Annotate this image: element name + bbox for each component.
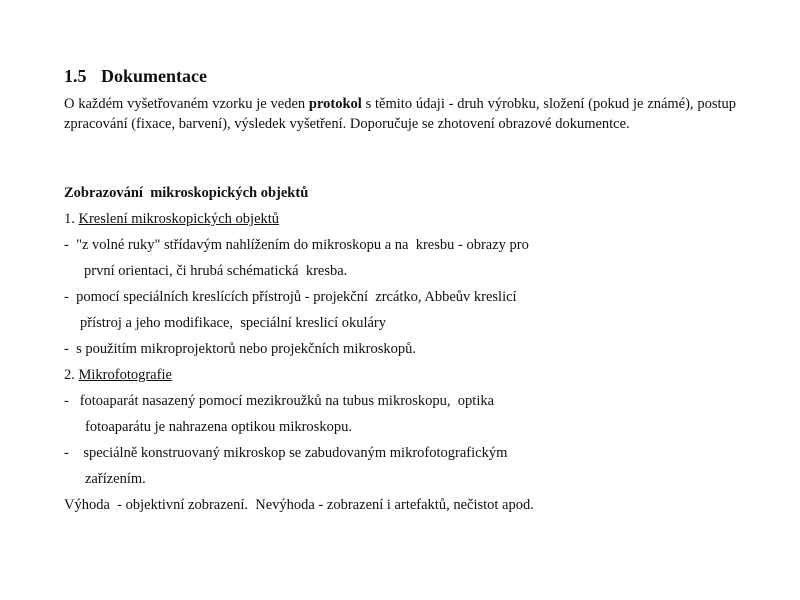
intro-paragraph <box>64 94 736 134</box>
intro-bold-term: protokol <box>308 96 362 112</box>
drawing-line-3: - pomocí speciálních kreslících přístrojů - projekční zrcátko, Abbeův kreslicí <box>64 289 517 305</box>
list-item-photo-title <box>64 365 172 385</box>
intro-text-before: O každém vyšetřovaném vzorku je veden <box>64 96 309 112</box>
photo-line-1: - fotoaparát nasazený pomocí mezikroužků na tubus mikroskopu, optika <box>64 393 495 409</box>
list-item-photo-heading: Mikrofotografie <box>78 367 172 383</box>
list-item-drawing-number: 1. <box>64 211 79 227</box>
list-item-drawing-title <box>64 209 279 229</box>
list-item-drawing-heading: Kreslení mikroskopických objektů <box>78 211 280 227</box>
conclusion-text: Výhoda - objektivní zobrazení. Nevýhoda - zobrazení i artefaktů, nečistot apod. <box>64 497 534 513</box>
photo-line-4: zařízením. <box>85 471 146 487</box>
photo-line-3: - speciálně konstruovaný mikroskop se zabudovaným mikrofotografickým <box>64 445 508 461</box>
section-heading <box>64 66 207 87</box>
section-number: 1.5 <box>64 66 87 86</box>
photo-line-2: fotoaparátu je nahrazena optikou mikroskopu. <box>85 419 352 435</box>
section-title: Dokumentace <box>101 66 207 86</box>
intro-text-after: s těmito údaji - druh výrobku, složení (pokud je známé), postup zpracování (fixace, barvení), výsledek vyšetření. Doporučuje se zhotovení obrazové dokumentce. <box>64 96 736 132</box>
subsection-title: Zobrazování mikroskopických objektů <box>64 185 309 201</box>
drawing-line-4: přístroj a jeho modifikace, speciální kreslicí okuláry <box>80 315 387 331</box>
list-item-photo-number: 2. <box>64 367 79 383</box>
drawing-line-5: - s použitím mikroprojektorů nebo projekčních mikroskopů. <box>64 341 416 357</box>
drawing-line-2: první orientaci, či hrubá schématická kresba. <box>84 263 348 279</box>
drawing-line-1: - "z volné ruky" střídavým nahlížením do mikroskopu a na kresbu - obrazy pro <box>64 237 529 253</box>
